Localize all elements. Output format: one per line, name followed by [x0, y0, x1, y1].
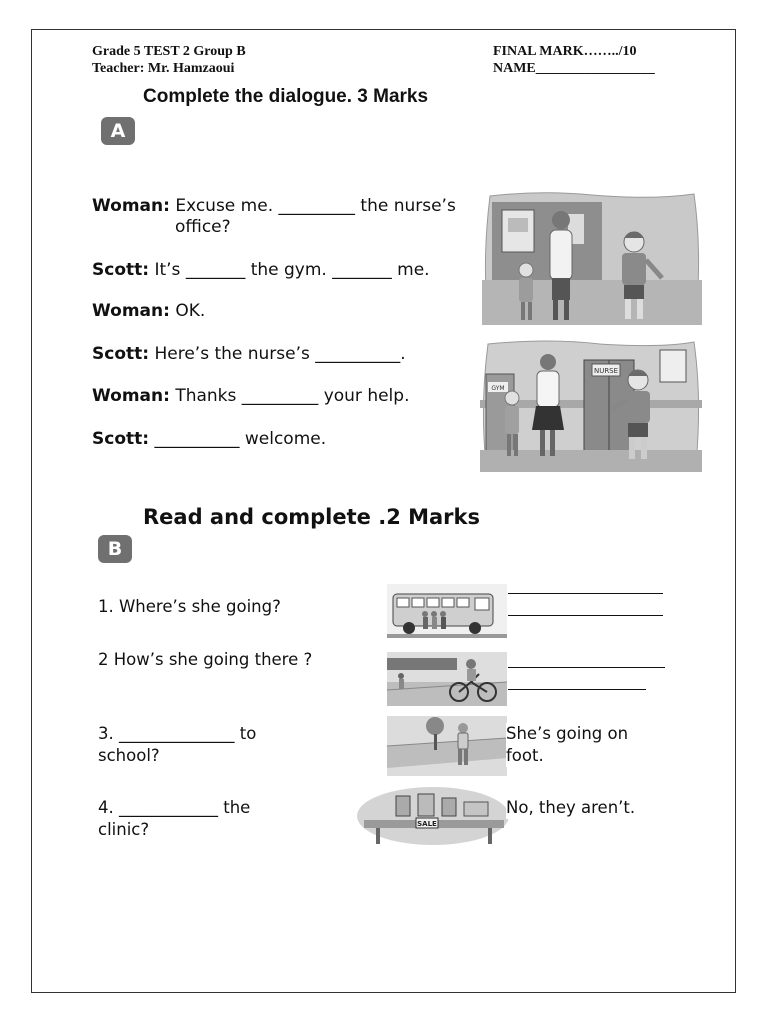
shop-sale-illustration	[356, 786, 511, 846]
speaker-label: Scott:	[92, 260, 150, 280]
dialogue-line-6	[92, 428, 326, 450]
teacher-line: Teacher: Mr. Hamzaoui	[92, 61, 235, 76]
nurse-sign: NURSE	[593, 367, 619, 375]
section-a-badge: A	[101, 117, 135, 145]
sale-sign: SALE	[417, 820, 437, 828]
dialogue-line-3	[92, 300, 205, 322]
answer-line-1b[interactable]	[508, 615, 663, 616]
section-a-title: Complete the dialogue. 3 Marks	[143, 86, 429, 107]
speaker-label: Scott:	[92, 344, 150, 364]
speaker-label: Woman:	[92, 196, 170, 216]
dialogue-line-5	[92, 385, 409, 407]
bicycle-illustration	[387, 652, 507, 706]
walking-illustration	[387, 716, 507, 776]
speaker-label: Woman:	[92, 386, 170, 406]
dialogue-text[interactable]: Thanks _________ your help.	[175, 386, 410, 406]
final-mark: FINAL MARK……../10	[493, 44, 637, 59]
dialogue-text[interactable]: Here’s the nurse’s __________.	[154, 344, 406, 364]
dialogue-text: OK.	[175, 301, 206, 321]
gym-sign: GYM	[491, 385, 505, 392]
hallway-illustration	[482, 190, 702, 325]
speaker-label: Woman:	[92, 301, 170, 321]
question-4-line-1[interactable]: 4. ____________ the	[98, 798, 251, 817]
speaker-label: Scott:	[92, 429, 150, 449]
dialogue-text[interactable]: __________ welcome.	[154, 429, 327, 449]
dialogue-line-1	[92, 195, 456, 217]
question-2: 2 How’s she going there ?	[98, 650, 313, 669]
question-3-line-2: school?	[98, 746, 160, 765]
question-4-line-2: clinic?	[98, 820, 150, 839]
nurse-office-illustration	[480, 338, 702, 472]
name-field[interactable]: NAME_________________	[493, 61, 655, 76]
school-bus-illustration	[387, 584, 507, 638]
dialogue-text[interactable]: Excuse me. _________ the nurse’s	[175, 196, 456, 216]
section-b-title: Read and complete .2 Marks	[143, 505, 481, 529]
question-1: 1. Where’s she going?	[98, 597, 281, 616]
dialogue-text[interactable]: It’s _______ the gym. _______ me.	[154, 260, 430, 280]
answer-line-2a[interactable]	[508, 667, 665, 668]
dialogue-line-4	[92, 343, 406, 365]
question-3-line-1[interactable]: 3. ______________ to	[98, 724, 257, 743]
answer-line-2b[interactable]	[508, 689, 646, 690]
answer-line-1a[interactable]	[508, 593, 663, 594]
answer-4: No, they aren’t.	[506, 798, 636, 817]
grade-line: Grade 5 TEST 2 Group B	[92, 44, 246, 59]
answer-3-line-1: She’s going on	[506, 724, 629, 743]
dialogue-line-1-cont: office?	[175, 217, 231, 237]
section-b-badge: B	[98, 535, 132, 563]
dialogue-line-2	[92, 259, 430, 281]
answer-3-line-2: foot.	[506, 746, 544, 765]
